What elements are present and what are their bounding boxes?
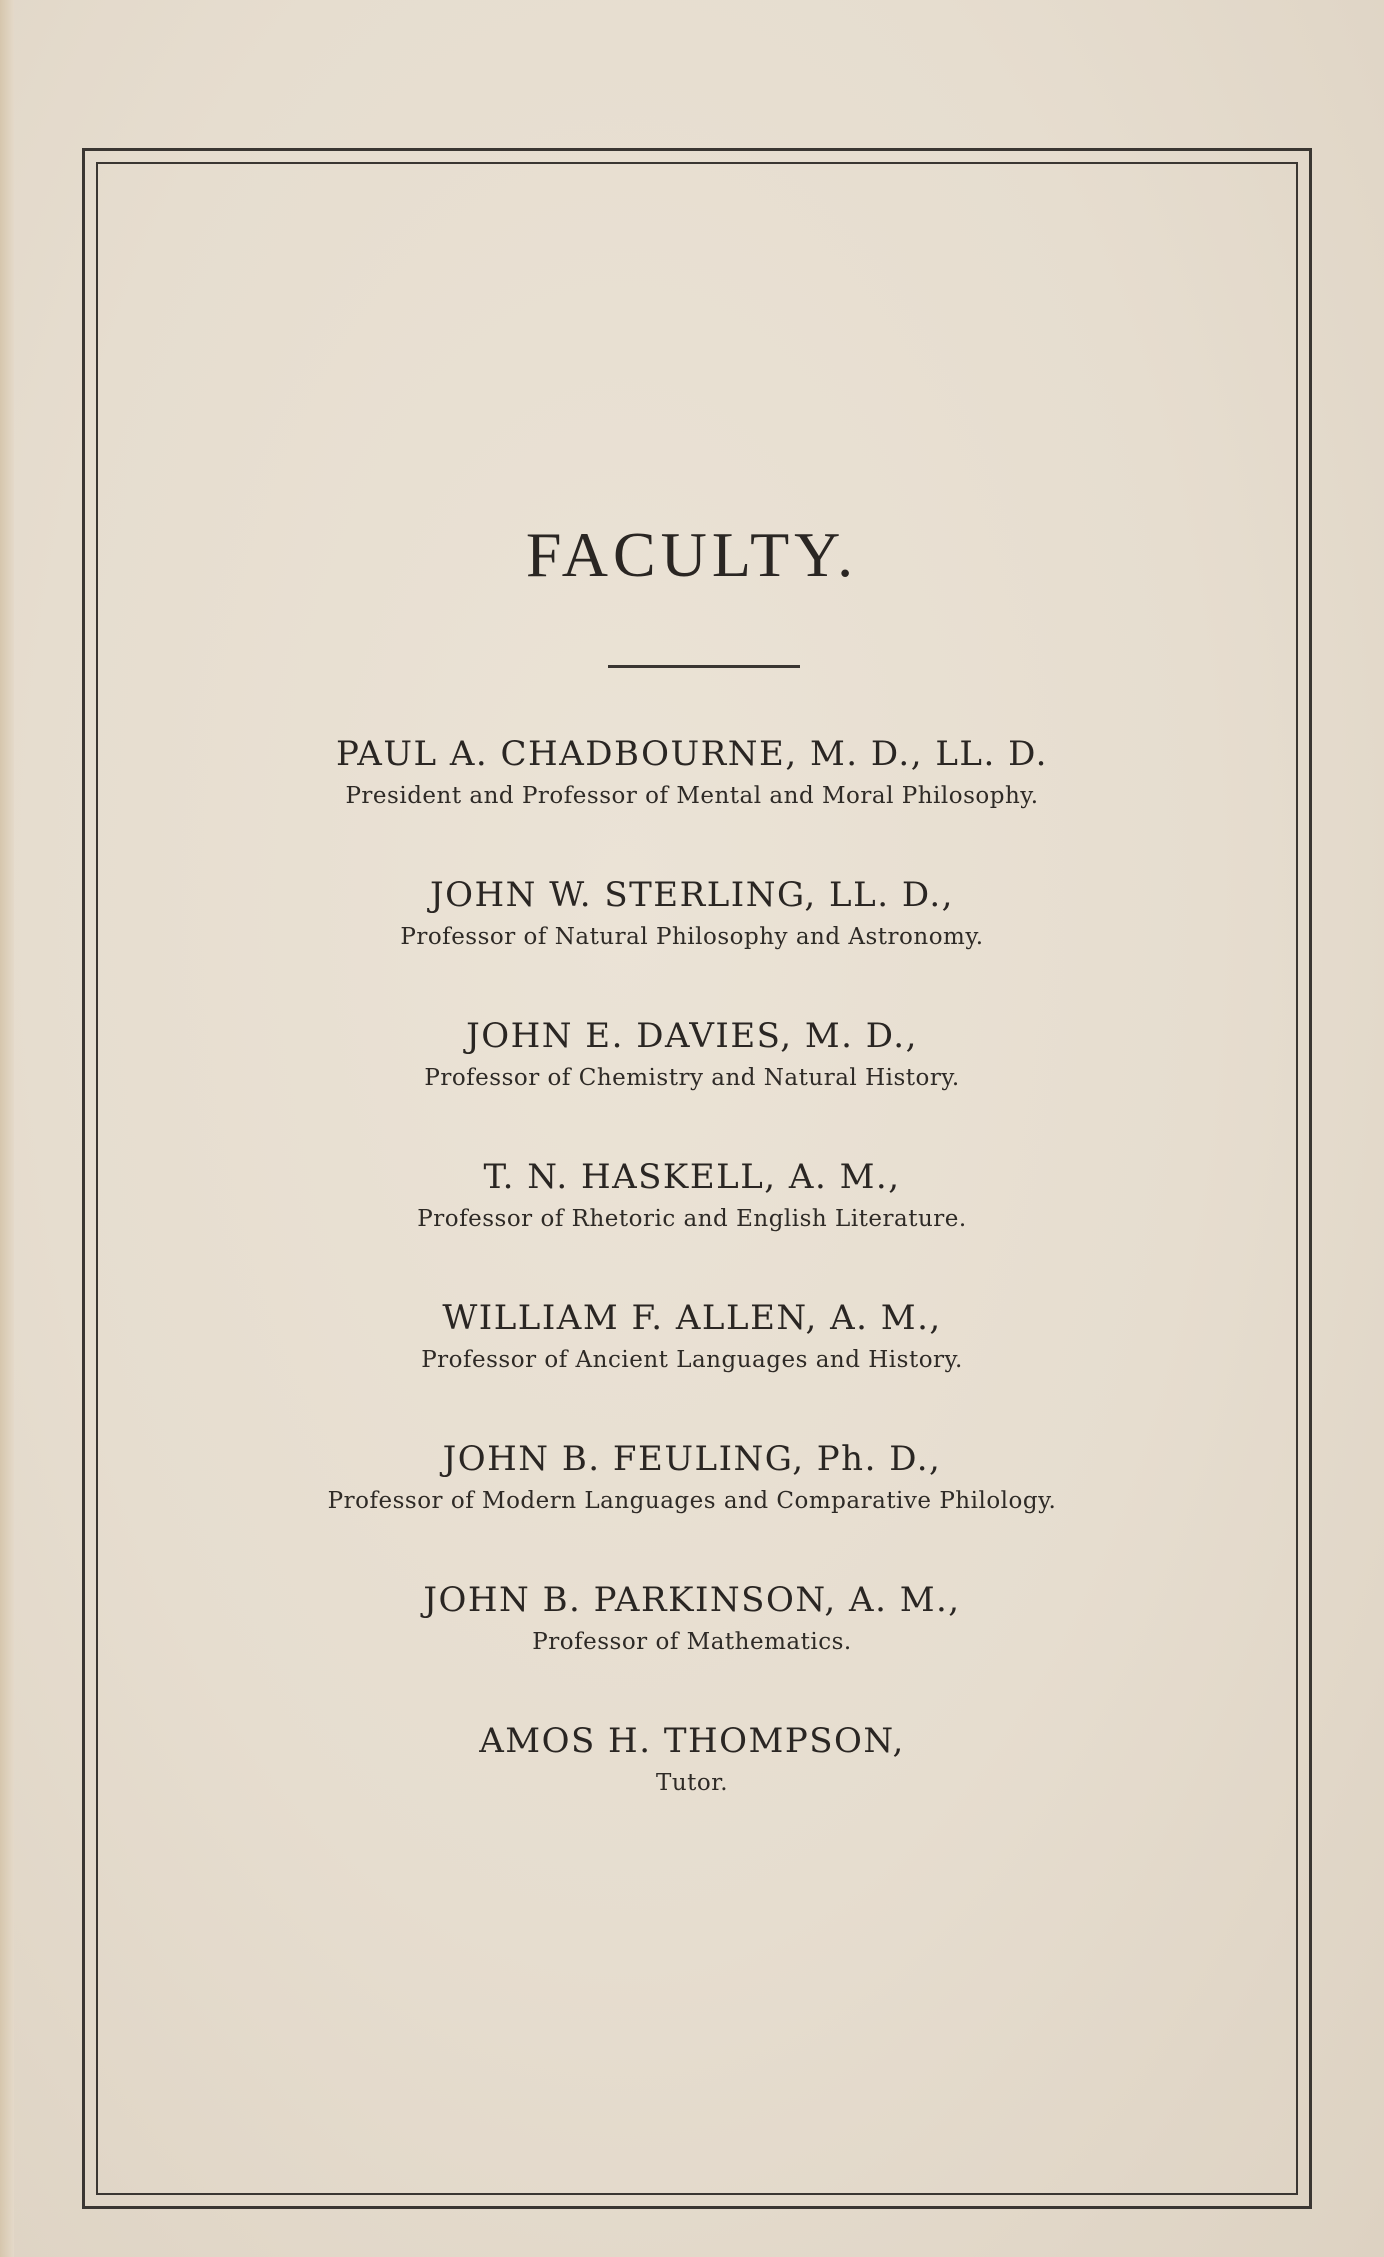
faculty-member (0, 730, 1384, 871)
faculty-member (0, 1012, 1384, 1153)
faculty-member (0, 1435, 1384, 1576)
faculty-name: WILLIAM F. ALLEN, A. M., (442, 1298, 942, 1338)
faculty-name: PAUL A. CHADBOURNE, M. D., LL. D. (336, 734, 1048, 774)
faculty-name: JOHN W. STERLING, LL. D., (430, 875, 954, 915)
faculty-name: JOHN B. FEULING, Ph. D., (442, 1439, 942, 1479)
faculty-title: Professor of Natural Philosophy and Astronomy. (400, 924, 984, 950)
faculty-title: Professor of Rhetoric and English Literature. (417, 1206, 967, 1232)
faculty-title: President and Professor of Mental and Moral Philosophy. (345, 783, 1039, 809)
faculty-member (0, 1576, 1384, 1717)
faculty-title: Professor of Mathematics. (532, 1629, 852, 1655)
faculty-list (0, 730, 1384, 1858)
faculty-name: JOHN B. PARKINSON, A. M., (423, 1580, 961, 1620)
faculty-member (0, 1294, 1384, 1435)
faculty-member (0, 871, 1384, 1012)
faculty-name: T. N. HASKELL, A. M., (483, 1157, 901, 1197)
faculty-title: Professor of Chemistry and Natural History. (424, 1065, 960, 1091)
faculty-member (0, 1153, 1384, 1294)
page-heading: FACULTY. (525, 519, 859, 590)
faculty-name: JOHN E. DAVIES, M. D., (466, 1016, 918, 1056)
heading-rule (608, 665, 800, 668)
faculty-title: Professor of Modern Languages and Comparative Philology. (327, 1488, 1057, 1514)
faculty-name: AMOS H. THOMPSON, (479, 1721, 905, 1761)
faculty-title: Tutor. (655, 1770, 729, 1796)
faculty-title: Professor of Ancient Languages and History. (421, 1347, 963, 1373)
faculty-member (0, 1717, 1384, 1858)
